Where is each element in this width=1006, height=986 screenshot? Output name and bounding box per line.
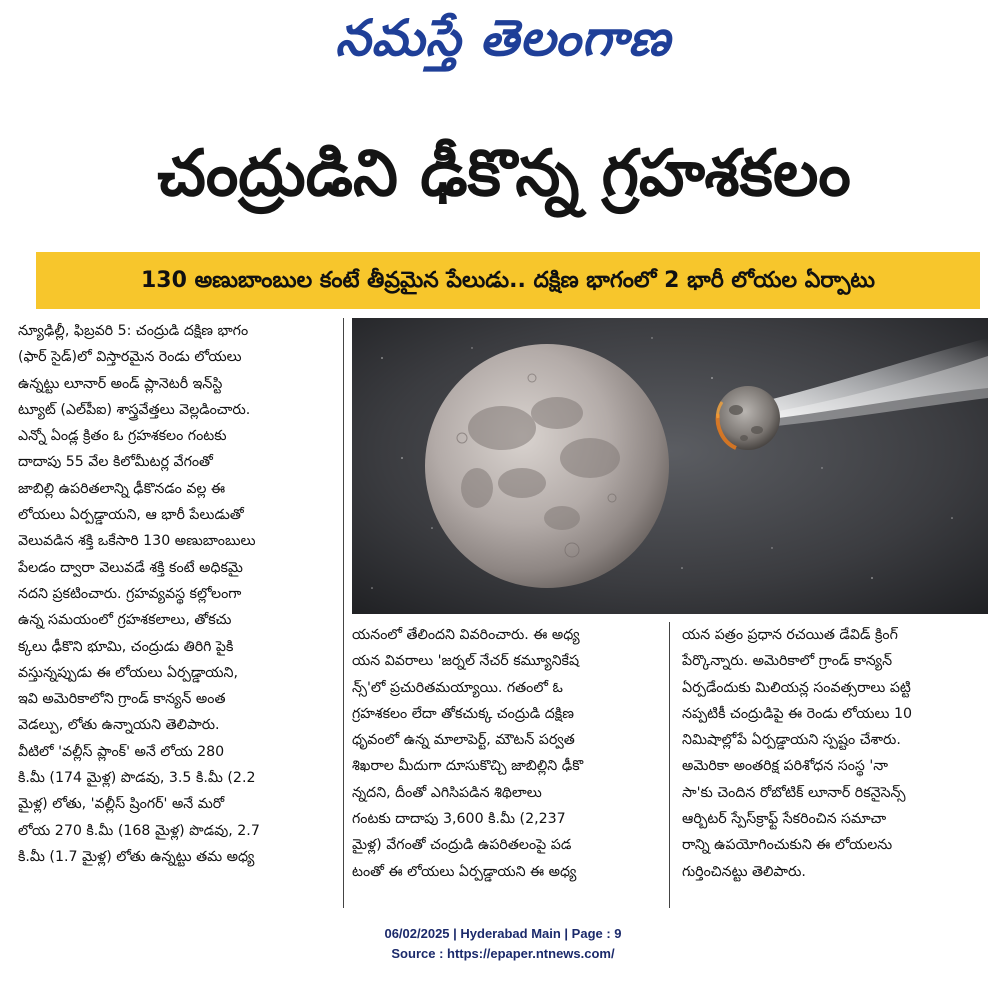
column-line: కి.మీ (174 మైళ్ల) పొడవు, 3.5 కి.మీ (2.2 <box>18 770 256 787</box>
column-line: పేర్కొన్నారు. అమెరికాలో గ్రాండ్ కాన్యన్ <box>682 653 893 670</box>
column-line: గ్రహశకలం లేదా తోకచుక్క చంద్రుడి దక్షిణ <box>352 705 574 722</box>
column-line: నదని ప్రకటించారు. గ్రహవ్యవస్థ కల్లోలంగా <box>18 585 242 602</box>
article-subheadline: 130 అణుబాంబుల కంటే తీవ్రమైన పేలుడు.. దక్షిణ భాగంలో 2 భారీ లోయల ఏర్పాటు <box>36 252 980 309</box>
column-line: లోయ 270 కి.మీ (168 మైళ్ల) పొడవు, 2.7 <box>18 822 260 839</box>
column-line: యనంలో తేలిందని వివరించారు. ఈ అధ్య <box>352 627 580 643</box>
column-line: గుర్తించినట్టు తెలిపారు. <box>682 863 806 880</box>
column-line: నప్పటికీ చంద్రుడిపై ఈ రెండు లోయలు 10 <box>682 705 913 722</box>
footer-edition-info: 06/02/2025 | Hyderabad Main | Page : 9 <box>384 926 622 941</box>
column-line: వెడల్పు, లోతు ఉన్నాయని తెలిపారు. <box>18 717 220 734</box>
column-line: నిమిషాల్లోపే ఏర్పడ్డాయని స్పష్టం చేశారు. <box>682 732 901 749</box>
column-line: కి.మీ (1.7 మైళ్ల) లోతు ఉన్నట్టు తమ అధ్య <box>18 848 255 865</box>
article-column-1 <box>18 318 336 870</box>
column-line: న్నదని, దీంతో ఎగిసిపడిన శిథిలాలు <box>352 784 542 801</box>
article-headline: చంద్రుడిని ఢీకొన్న గ్రహశకలం <box>157 137 851 211</box>
column-line: (ఫార్ సైడ్)లో విస్తారమైన రెండు లోయలు <box>18 349 242 366</box>
column-line: ఉన్నట్టు లూనార్ అండ్ ప్లానెటరీ ఇన్‌స్టి <box>18 375 223 392</box>
column-line: శిఖరాల మీదుగా దూసుకొచ్చి జాబిల్లిని ఢీకొ <box>352 758 584 775</box>
column-line: జాబిల్లి ఉపరితలాన్ని ఢీకొనడం వల్ల ఈ <box>18 480 226 497</box>
masthead-title: నమస్తే తెలంగాణ <box>335 8 671 67</box>
column-line: న్యూఢిల్లీ, ఫిబ్రవరి 5: చంద్రుడి దక్షిణ భాగం <box>18 323 249 339</box>
column-divider <box>343 318 344 908</box>
column-line: లోయలు ఏర్పడ్డాయని, ఆ భారీ పేలుడుతో <box>18 507 244 524</box>
column-line: ధృవంలో ఉన్న మాలాపెర్ట్, మౌటన్ పర్వత <box>352 732 575 749</box>
column-line: సా'కు చెందిన రోబోటిక్ లూనార్ రికనైసెన్స్ <box>682 784 906 801</box>
column-line: యన వివరాలు 'జర్నల్ నేచర్ కమ్యూనికేష <box>352 653 580 670</box>
column-line: గంటకు దాదాపు 3,600 కి.మీ (2,237 <box>352 811 566 828</box>
column-line: ఏర్పడేందుకు మిలియన్ల సంవత్సరాలు పట్టి <box>682 679 911 696</box>
column-line: ఇవి అమెరికాలోని గ్రాండ్ కాన్యన్ అంత <box>18 691 226 708</box>
column-line: ఉన్న సమయంలో గ్రహశకలాలు, తోకచు <box>18 612 232 629</box>
column-line: ట్యూట్ (ఎల్‌పీఐ) శాస్త్రవేత్తలు వెల్లడించారు. <box>18 401 251 418</box>
article-column-3 <box>682 622 988 885</box>
column-line: వస్తున్నప్పుడు ఈ లోయలు ఏర్పడ్డాయని, <box>18 664 239 681</box>
column-line: వీటిలో 'వల్లీస్ ప్లాంక్' అనే లోయ 280 <box>18 743 225 760</box>
column-line: మైళ్ల) లోతు, 'వల్లీస్ ష్రింగర్' అనే మరో <box>18 796 225 813</box>
column-line: ఆర్బిటర్ స్పేస్‌క్రాఫ్ట్ సేకరించిన సమాచా <box>682 811 887 828</box>
column-line: న్స్'లో ప్రచురితమయ్యాయి. గతంలో ఓ <box>352 679 563 696</box>
column-line: అమెరికా అంతరిక్ష పరిశోధన సంస్థ 'నా <box>682 758 889 775</box>
column-line: టంతో ఈ లోయలు ఏర్పడ్డాయని ఈ అధ్య <box>352 863 577 880</box>
column-line: వెలువడిన శక్తి ఒకేసారి 130 అణుబాంబులు <box>18 533 256 550</box>
column-line: రాన్ని ఉపయోగించుకుని ఈ లోయలను <box>682 837 893 854</box>
column-line: పేలడం ద్వారా వెలువడే శక్తి కంటే అధికమై <box>18 559 243 576</box>
column-line: యన పత్రం ప్రధాన రచయిత డేవిడ్ క్రింగ్ <box>682 627 898 643</box>
moon-asteroid-photo <box>352 318 988 614</box>
column-line: ఎన్నో ఏండ్ల క్రితం ఓ గ్రహశకలం గంటకు <box>18 428 227 445</box>
column-line: దాదాపు 55 వేల కిలోమీటర్ల వేగంతో <box>18 454 213 471</box>
column-divider <box>669 622 670 908</box>
column-line: మైళ్ల) వేగంతో చంద్రుడి ఉపరితలంపై పడ <box>352 837 572 854</box>
footer-source: Source : https://epaper.ntnews.com/ <box>391 946 615 961</box>
article-column-2 <box>352 622 658 885</box>
column-line: క్కలు ఢీకొని భూమి, చంద్రుడు తిరిగి పైకి <box>18 638 234 655</box>
